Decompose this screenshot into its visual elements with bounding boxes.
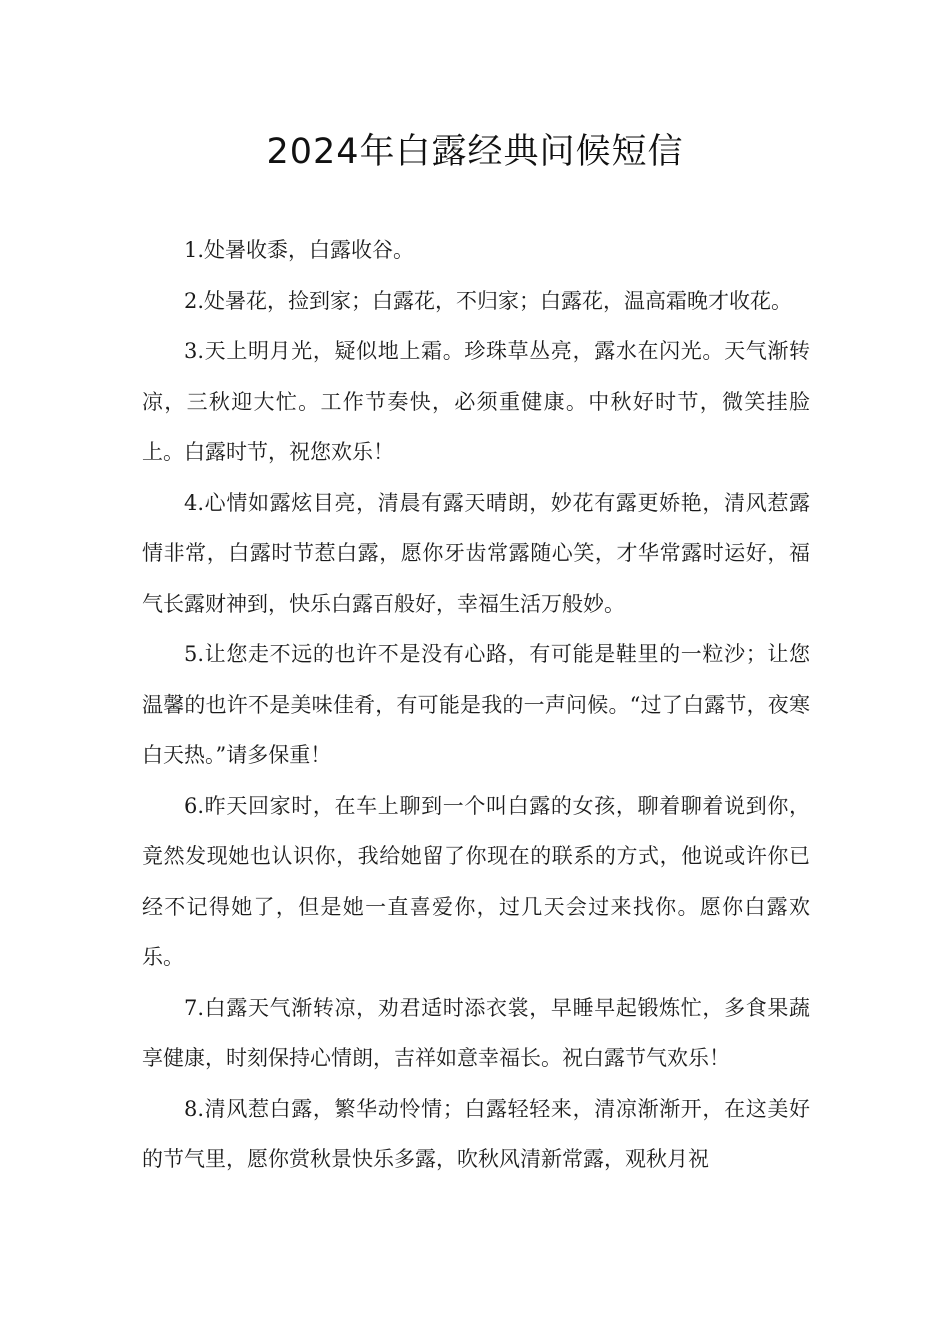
paragraph-1: 1.处暑收黍，白露收谷。 (184, 238, 415, 262)
paragraph-3: 3.天上明月光，疑似地上霜。珍珠草丛亮，露水在闪光。天气渐转凉，三秋迎大忙。工作节奏快，必须重健康。中秋好时节，微笑挂脸上。白露时节，祝您欢乐！ (142, 339, 810, 464)
paragraph-4: 4.心情如露炫目亮，清晨有露天晴朗，妙花有露更娇艳，清风惹露情非常，白露时节惹白露，愿你牙齿常露随心笑，才华常露时运好，福气长露财神到，快乐白露百般好，幸福生活万般妙。 (142, 490, 810, 616)
paragraph-2: 2.处暑花，捡到家；白露花，不归家；白露花，温高霜晚才收花。 (184, 288, 793, 313)
paragraph-5: 5.让您走不远的也许不是没有心路，有可能是鞋里的一粒沙；让您温馨的也许不是美味佳肴，有可能是我的一声问候。“过了白露节，夜寒白天热。”请多保重！ (142, 642, 810, 767)
paragraph-7: 7.白露天气渐转凉，劝君适时添衣裳，早睡早起锻炼忙，多食果蔬享健康，时刻保持心情朗，吉祥如意幸福长。祝白露节气欢乐！ (142, 995, 810, 1070)
document-title: 2024年白露经典问候短信 (266, 132, 684, 172)
paragraph-6: 6.昨天回家时，在车上聊到一个叫白露的女孩，聊着聊着说到你，竟然发现她也认识你，我给她留了你现在的联系的方式，他说或许你已经不记得她了，但是她一直喜爱你，过几天会过来找你。愿你白露欢乐。 (142, 793, 810, 969)
document-body (142, 225, 810, 1185)
paragraph-8: 8.清风惹白露，繁华动怜情；白露轻轻来，清凉渐渐开，在这美好的节气里，愿你赏秋景快乐多露，吹秋风清新常露，观秋月祝 (142, 1096, 810, 1171)
